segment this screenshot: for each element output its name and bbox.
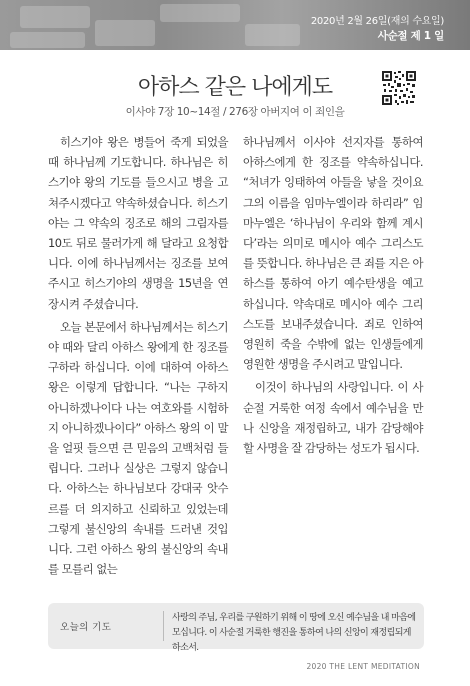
prayer-label: 오늘의 기도 — [60, 622, 112, 633]
prayer-box — [48, 603, 424, 653]
qr-code-icon[interactable] — [381, 70, 417, 106]
date-text: 2020년 2월 26일(재의 수요일) — [310, 16, 444, 27]
header-banner — [0, 0, 470, 50]
body-paragraph: 히스기야 왕은 병들어 죽게 되었을 때 하나님께 기도합니다. 하나님은 히스기야 왕의 기도를 들으시고 병을 고쳐주시겠다고 약속하셨습니다. 히스기야는 그 약속의 징조로 해의 그림자를 10도 뒤로 물러가게 해 달라고 요청합니다. 이에 하나님께서는 징조를 보여주시고 히스기야의 생명을 15년을 연장시켜 주셨습니다. — [48, 135, 228, 311]
prayer-divider — [163, 611, 164, 641]
body-paragraph: 이것이 하나님의 사랑입니다. 이 사순절 거룩한 여정 속에서 예수님을 만나 신앙을 재정립하고, 내가 감당해야 할 사명을 잘 감당하는 성도가 됩시다. — [243, 380, 423, 456]
footer-text: 2020 THE LENT MEDITATION — [306, 662, 420, 671]
body-paragraph: 하나님께서 이사야 선지자를 통하여 아하스에게 한 징조를 약속하십니다. “처녀가 잉태하여 아들을 낳을 것이요 그의 이름을 임마누엘이라 하리라” 임마누엘은 ‘하나님이 우리와 함께 계시다’라는 의미로 메시아 예수 그리스도를 뜻합니다. 하나님은 큰 죄를 지은 아하스를 통하여 아기 예수탄생을 예고하십니다. 약속대로 메시아 예수 그리스도를 보내주셨습니다. 죄로 인하여 영원히 죽을 수밖에 없는 인생들에게 영원한 생명을 주시려고 말입니다. — [243, 135, 423, 372]
scripture-reference: 이사야 7장 10~14절 / 276장 아버지여 이 죄인을 — [125, 106, 345, 118]
page-title: 아하스 같은 나에게도 — [137, 75, 333, 100]
lent-day-text: 사순절 제 1 일 — [377, 30, 444, 42]
prayer-text: 사랑의 주님, 우리를 구원하기 위해 이 땅에 오신 예수님을 내 마음에 모십니다. 이 사순절 거룩한 행진을 통하여 나의 신앙이 재정립되게 하소서. — [172, 613, 416, 653]
body-column-left — [48, 132, 228, 579]
body-paragraph: 오늘 본문에서 하나님께서는 히스기야 때와 달리 아하스 왕에게 한 징조를 구하라 하십니다. 이에 대하여 아하스 왕은 이렇게 답합니다. “나는 구하지 아니하겠나이다 나는 여호와를 시험하지 아니하겠나이다” 아하스 왕의 이 말을 얼핏 들으면 큰 믿음의 고백처럼 들립니다. 그러나 실상은 그렇지 않습니다. 아하스는 하나님보다 강대국 앗수르를 더 의지하고 신뢰하고 있었는데 그렇게 불신앙의 속내를 드러낸 것입니다. 그런 아하스 왕의 불신앙의 속내를 모를리 없는 — [48, 319, 228, 577]
body-column-right — [243, 132, 423, 458]
